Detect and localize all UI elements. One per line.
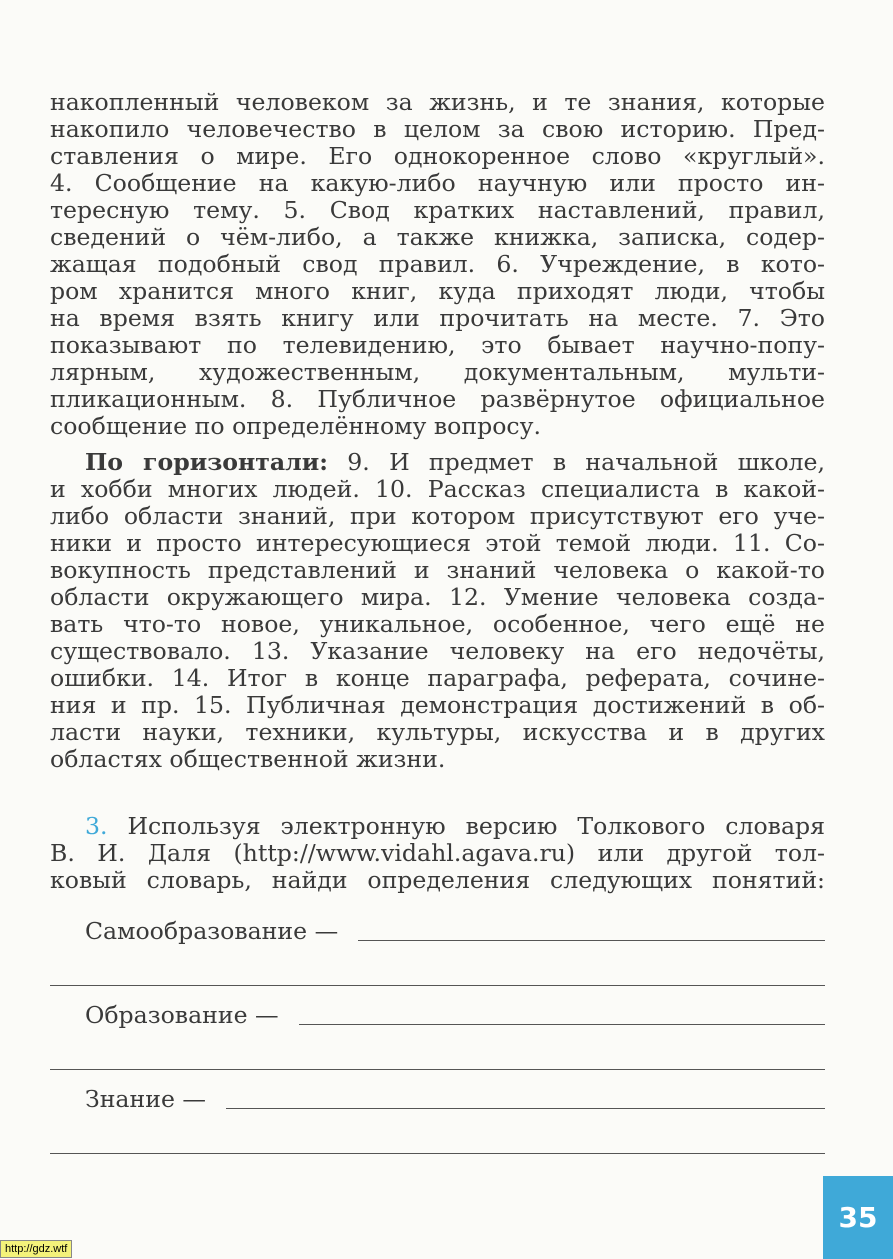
text-line: на время взять книгу или прочитать на месте. 7. Это xyxy=(50,305,825,332)
text-line: сообщение по определённому вопросу. xyxy=(50,413,542,440)
text-fragment: Используя электронную версию Толкового словаря xyxy=(107,813,825,840)
text-line: сведений о чём-либо, а также книжка, записка, содер- xyxy=(50,224,825,251)
text-line: ошибки. 14. Итог в конце параграфа, реферата, сочине- xyxy=(50,665,825,692)
text-line: накопило человечество в целом за свою историю. Пред- xyxy=(50,116,825,143)
answer-line[interactable] xyxy=(50,1069,825,1070)
text-line: тересную тему. 5. Свод кратких наставлений, правил, xyxy=(50,197,825,224)
watermark-link[interactable]: http://gdz.wtf xyxy=(0,1240,72,1258)
text-line: вокупность представлений и знаний человека о какой-то xyxy=(50,557,825,584)
text-line xyxy=(50,449,825,476)
text-line: области окружающего мира. 12. Умение человека созда- xyxy=(50,584,825,611)
text-line: либо области знаний, при котором присутствуют его уче- xyxy=(50,503,825,530)
answer-line[interactable] xyxy=(50,985,825,986)
text-line: ласти науки, техники, культуры, искусства и в других xyxy=(50,719,825,746)
answer-line[interactable] xyxy=(226,1108,825,1109)
answer-row-knowledge xyxy=(50,1083,825,1113)
horizontal-heading: По горизонтали: xyxy=(85,449,329,476)
text-line: показывают по телевидению, это бывает научно-попу- xyxy=(50,332,825,359)
horizontal-clues xyxy=(50,449,825,773)
text-line: вать что-то новое, уникальное, особенное, чего ещё не xyxy=(50,611,825,638)
text-fragment: 9. И предмет в начальной школе, xyxy=(328,449,825,476)
text-line: ром хранится много книг, куда приходят люди, чтобы xyxy=(50,278,825,305)
answer-line[interactable] xyxy=(299,1024,825,1025)
text-line: областях общественной жизни. xyxy=(50,746,446,773)
text-line: ния и пр. 15. Публичная демонстрация достижений в об- xyxy=(50,692,825,719)
answer-label: Образование — xyxy=(85,1001,279,1029)
text-line: жащая подобный свод правил. 6. Учреждение, в кото- xyxy=(50,251,825,278)
answer-label: Самообразование — xyxy=(85,917,339,945)
text-line: существовало. 13. Указание человеку на его недочёты, xyxy=(50,638,825,665)
text-line: накопленный человеком за жизнь, и те знания, которые xyxy=(50,89,825,116)
text-line: ставления о мире. Его однокоренное слово «круглый». xyxy=(50,143,825,170)
answer-label: Знание — xyxy=(85,1085,206,1113)
text-line: пликационным. 8. Публичное развёрнутое официальное xyxy=(50,386,825,413)
task-3 xyxy=(50,813,825,894)
answer-row-self-education xyxy=(50,915,825,945)
text-line: и хобби многих людей. 10. Рассказ специалиста в какой- xyxy=(50,476,825,503)
page-number: 35 xyxy=(823,1176,893,1259)
text-line: ковый словарь, найди определения следующих понятий: xyxy=(50,867,825,894)
text-line xyxy=(50,813,825,840)
text-line: ники и просто интересующиеся этой темой люди. 11. Со- xyxy=(50,530,825,557)
text-line: 4. Сообщение на какую-либо научную или просто ин- xyxy=(50,170,825,197)
text-line: лярным, художественным, документальным, мульти- xyxy=(50,359,825,386)
answer-row-education xyxy=(50,999,825,1029)
task-number: 3. xyxy=(85,813,108,840)
answer-line[interactable] xyxy=(50,1153,825,1154)
paragraph-continuation xyxy=(50,89,825,440)
text-line: В. И. Даля (http://www.vidahl.agava.ru) или другой тол- xyxy=(50,840,825,867)
answer-line[interactable] xyxy=(358,940,825,941)
